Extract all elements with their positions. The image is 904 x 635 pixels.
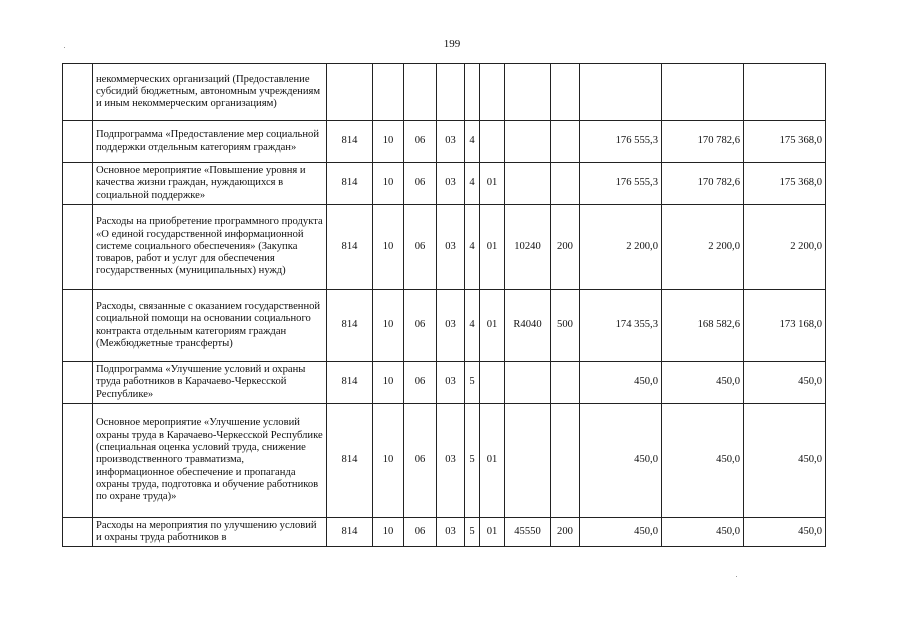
section-code-cell: 10 — [373, 163, 404, 205]
section-code-cell: 10 — [373, 290, 404, 362]
description-cell: Расходы на приобретение программного продукта «О единой государственной информационной системе социального обеспечения» (Закупка товаров, работ и услуг для обеспечения государственных (муниципальных) нужд) — [93, 205, 327, 290]
program-code-cell: 03 — [437, 205, 465, 290]
subprogram-code-cell: 4 — [465, 290, 480, 362]
description-cell: некоммерческих организаций (Предоставление субсидий бюджетным, автономным учреждениям и иным некоммерческим организациям) — [93, 64, 327, 121]
program-code-cell: 03 — [437, 518, 465, 547]
amount-year2-cell: 450,0 — [662, 518, 744, 547]
expense-type-cell: 200 — [551, 205, 580, 290]
budget-table — [62, 63, 826, 547]
program-code-cell: 03 — [437, 163, 465, 205]
scan-speck — [736, 576, 737, 577]
amount-year1-cell: 450,0 — [580, 518, 662, 547]
direction-code-cell: 10240 — [505, 205, 551, 290]
description-cell: Основное мероприятие «Повышение уровня и качества жизни граждан, нуждающихся в социальной поддержке» — [93, 163, 327, 205]
direction-code-cell: 45550 — [505, 518, 551, 547]
amount-year2-cell: 450,0 — [662, 362, 744, 404]
direction-code-cell — [505, 121, 551, 163]
amount-year2-cell — [662, 64, 744, 121]
ministry-code-cell: 814 — [327, 404, 373, 518]
ministry-code-cell: 814 — [327, 362, 373, 404]
activity-code-cell: 01 — [480, 404, 505, 518]
expense-type-cell — [551, 121, 580, 163]
subsection-code-cell: 06 — [404, 362, 437, 404]
section-code-cell: 10 — [373, 362, 404, 404]
amount-year1-cell: 176 555,3 — [580, 121, 662, 163]
expense-type-cell — [551, 64, 580, 121]
page-number: 199 — [443, 38, 461, 50]
subprogram-code-cell — [465, 64, 480, 121]
activity-code-cell — [480, 64, 505, 121]
ministry-code-cell: 814 — [327, 518, 373, 547]
amount-year1-cell — [580, 64, 662, 121]
subsection-code-cell: 06 — [404, 404, 437, 518]
section-code-cell: 10 — [373, 205, 404, 290]
expense-type-cell — [551, 163, 580, 205]
subsection-code-cell: 06 — [404, 205, 437, 290]
subprogram-code-cell: 4 — [465, 121, 480, 163]
direction-code-cell — [505, 163, 551, 205]
program-code-cell: 03 — [437, 404, 465, 518]
scan-speck — [64, 47, 65, 48]
table-row — [63, 163, 826, 205]
row-number-cell — [63, 64, 93, 121]
table-row — [63, 404, 826, 518]
row-number-cell — [63, 205, 93, 290]
description-cell: Подпрограмма «Предоставление мер социальной поддержки отдельным категориям граждан» — [93, 121, 327, 163]
activity-code-cell: 01 — [480, 290, 505, 362]
row-number-cell — [63, 290, 93, 362]
table-row — [63, 205, 826, 290]
expense-type-cell — [551, 362, 580, 404]
amount-year3-cell — [744, 64, 826, 121]
section-code-cell — [373, 64, 404, 121]
amount-year3-cell: 175 368,0 — [744, 163, 826, 205]
ministry-code-cell — [327, 64, 373, 121]
row-number-cell — [63, 518, 93, 547]
description-cell: Расходы, связанные с оказанием государственной социальной помощи на основании социального контракта отдельным категориям граждан (Межбюджетные трансферты) — [93, 290, 327, 362]
ministry-code-cell: 814 — [327, 121, 373, 163]
subprogram-code-cell: 4 — [465, 205, 480, 290]
amount-year3-cell: 450,0 — [744, 404, 826, 518]
subsection-code-cell: 06 — [404, 163, 437, 205]
section-code-cell: 10 — [373, 518, 404, 547]
subsection-code-cell — [404, 64, 437, 121]
ministry-code-cell: 814 — [327, 290, 373, 362]
direction-code-cell: R4040 — [505, 290, 551, 362]
activity-code-cell — [480, 121, 505, 163]
row-number-cell — [63, 362, 93, 404]
amount-year2-cell: 170 782,6 — [662, 163, 744, 205]
description-cell: Расходы на мероприятия по улучшению условий и охраны труда работников в — [93, 518, 327, 547]
amount-year1-cell: 450,0 — [580, 362, 662, 404]
amount-year3-cell: 450,0 — [744, 518, 826, 547]
expense-type-cell — [551, 404, 580, 518]
section-code-cell: 10 — [373, 121, 404, 163]
amount-year3-cell: 175 368,0 — [744, 121, 826, 163]
activity-code-cell: 01 — [480, 518, 505, 547]
amount-year1-cell: 174 355,3 — [580, 290, 662, 362]
expense-type-cell: 200 — [551, 518, 580, 547]
table-row — [63, 362, 826, 404]
direction-code-cell — [505, 404, 551, 518]
subprogram-code-cell: 4 — [465, 163, 480, 205]
subprogram-code-cell: 5 — [465, 518, 480, 547]
program-code-cell: 03 — [437, 362, 465, 404]
table-row — [63, 518, 826, 547]
description-cell: Подпрограмма «Улучшение условий и охраны труда работников в Карачаево-Черкесской Республике» — [93, 362, 327, 404]
amount-year2-cell: 2 200,0 — [662, 205, 744, 290]
amount-year1-cell: 176 555,3 — [580, 163, 662, 205]
expense-type-cell: 500 — [551, 290, 580, 362]
ministry-code-cell: 814 — [327, 205, 373, 290]
subsection-code-cell: 06 — [404, 290, 437, 362]
activity-code-cell: 01 — [480, 163, 505, 205]
amount-year2-cell: 170 782,6 — [662, 121, 744, 163]
subprogram-code-cell: 5 — [465, 362, 480, 404]
row-number-cell — [63, 121, 93, 163]
section-code-cell: 10 — [373, 404, 404, 518]
amount-year3-cell: 173 168,0 — [744, 290, 826, 362]
direction-code-cell — [505, 362, 551, 404]
amount-year2-cell: 168 582,6 — [662, 290, 744, 362]
amount-year3-cell: 450,0 — [744, 362, 826, 404]
amount-year3-cell: 2 200,0 — [744, 205, 826, 290]
amount-year1-cell: 2 200,0 — [580, 205, 662, 290]
program-code-cell — [437, 64, 465, 121]
table-row — [63, 290, 826, 362]
description-cell: Основное мероприятие «Улучшение условий охраны труда в Карачаево-Черкесской Республике (специальная оценка условий труда, снижение производственного травматизма, информационное обеспечение и пропаганда охраны труда, подготовка и обучение работников по охране труда)» — [93, 404, 327, 518]
program-code-cell: 03 — [437, 121, 465, 163]
activity-code-cell: 01 — [480, 205, 505, 290]
amount-year1-cell: 450,0 — [580, 404, 662, 518]
direction-code-cell — [505, 64, 551, 121]
amount-year2-cell: 450,0 — [662, 404, 744, 518]
subprogram-code-cell: 5 — [465, 404, 480, 518]
activity-code-cell — [480, 362, 505, 404]
program-code-cell: 03 — [437, 290, 465, 362]
subsection-code-cell: 06 — [404, 121, 437, 163]
subsection-code-cell: 06 — [404, 518, 437, 547]
ministry-code-cell: 814 — [327, 163, 373, 205]
table-row — [63, 64, 826, 121]
row-number-cell — [63, 163, 93, 205]
table-row — [63, 121, 826, 163]
row-number-cell — [63, 404, 93, 518]
